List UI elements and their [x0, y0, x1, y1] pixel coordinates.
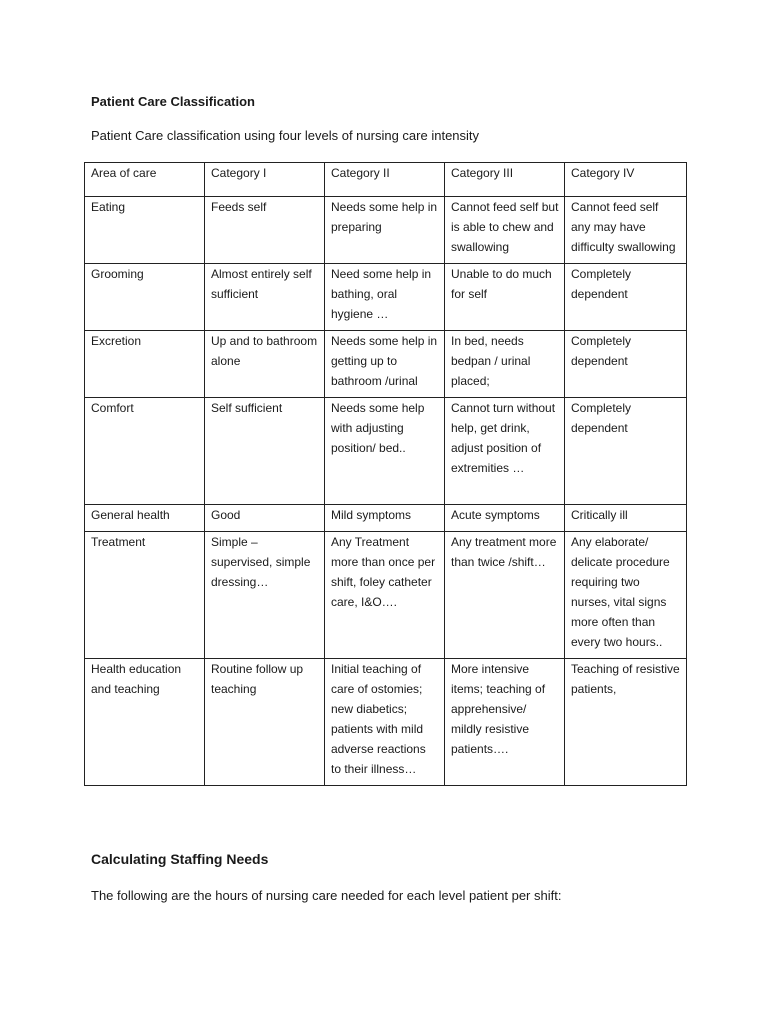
table-cell: Grooming [85, 264, 205, 331]
table-cell: Cannot feed self but is able to chew and swallowing [445, 197, 565, 264]
table-row-general-health [85, 505, 687, 532]
section-heading: Calculating Staffing Needs [91, 851, 269, 867]
table-row-eating [85, 197, 687, 264]
table-cell: Self sufficient [205, 398, 325, 505]
document-title: Patient Care Classification [91, 94, 255, 109]
table-cell: Unable to do much for self [445, 264, 565, 331]
table-cell: Routine follow up teaching [205, 659, 325, 786]
table-cell: Treatment [85, 532, 205, 659]
body-paragraph: The following are the hours of nursing care needed for each level patient per shift: [91, 888, 562, 903]
table-cell: Critically ill [565, 505, 687, 532]
table-cell: In bed, needs bedpan / urinal placed; [445, 331, 565, 398]
table-cell: Needs some help in preparing [325, 197, 445, 264]
table-cell: Need some help in bathing, oral hygiene … [325, 264, 445, 331]
table-cell: Feeds self [205, 197, 325, 264]
table-header-row [85, 163, 687, 197]
table-row-grooming [85, 264, 687, 331]
table-row-treatment [85, 532, 687, 659]
table-cell: General health [85, 505, 205, 532]
table-cell: Completely dependent [565, 264, 687, 331]
table-cell: More intensive items; teaching of apprehensive/ mildly resistive patients…. [445, 659, 565, 786]
intro-text: Patient Care classification using four levels of nursing care intensity [91, 128, 480, 143]
table-cell: Acute symptoms [445, 505, 565, 532]
table-cell: Completely dependent [565, 398, 687, 505]
table-row-health-education [85, 659, 687, 786]
table-cell: Initial teaching of care of ostomies; new diabetics; patients with mild adverse reactions to their illness… [325, 659, 445, 786]
table-cell: Excretion [85, 331, 205, 398]
table-cell: Mild symptoms [325, 505, 445, 532]
table-cell: Needs some help in getting up to bathroom /urinal [325, 331, 445, 398]
table-cell: Any Treatment more than once per shift, foley catheter care, I&O…. [325, 532, 445, 659]
table-cell: Eating [85, 197, 205, 264]
table-cell: Completely dependent [565, 331, 687, 398]
table-cell: Cannot turn without help, get drink, adjust position of extremities … [445, 398, 565, 505]
table-cell: Any elaborate/ delicate procedure requiring two nurses, vital signs more often than every two hours.. [565, 532, 687, 659]
header-category-2: Category II [325, 163, 445, 197]
header-category-1: Category I [205, 163, 325, 197]
header-category-4: Category IV [565, 163, 687, 197]
table-cell: Up and to bathroom alone [205, 331, 325, 398]
header-area-of-care: Area of care [85, 163, 205, 197]
table-cell: Any treatment more than twice /shift… [445, 532, 565, 659]
table-cell: Simple – supervised, simple dressing… [205, 532, 325, 659]
header-category-3: Category III [445, 163, 565, 197]
table-cell: Comfort [85, 398, 205, 505]
table-cell: Health education and teaching [85, 659, 205, 786]
table-cell: Good [205, 505, 325, 532]
table-cell: Teaching of resistive patients, [565, 659, 687, 786]
care-classification-table [84, 162, 687, 786]
table-cell: Almost entirely self sufficient [205, 264, 325, 331]
table-row-comfort [85, 398, 687, 505]
table-cell: Needs some help with adjusting position/ bed.. [325, 398, 445, 505]
table-cell: Cannot feed self any may have difficulty swallowing [565, 197, 687, 264]
table-row-excretion [85, 331, 687, 398]
